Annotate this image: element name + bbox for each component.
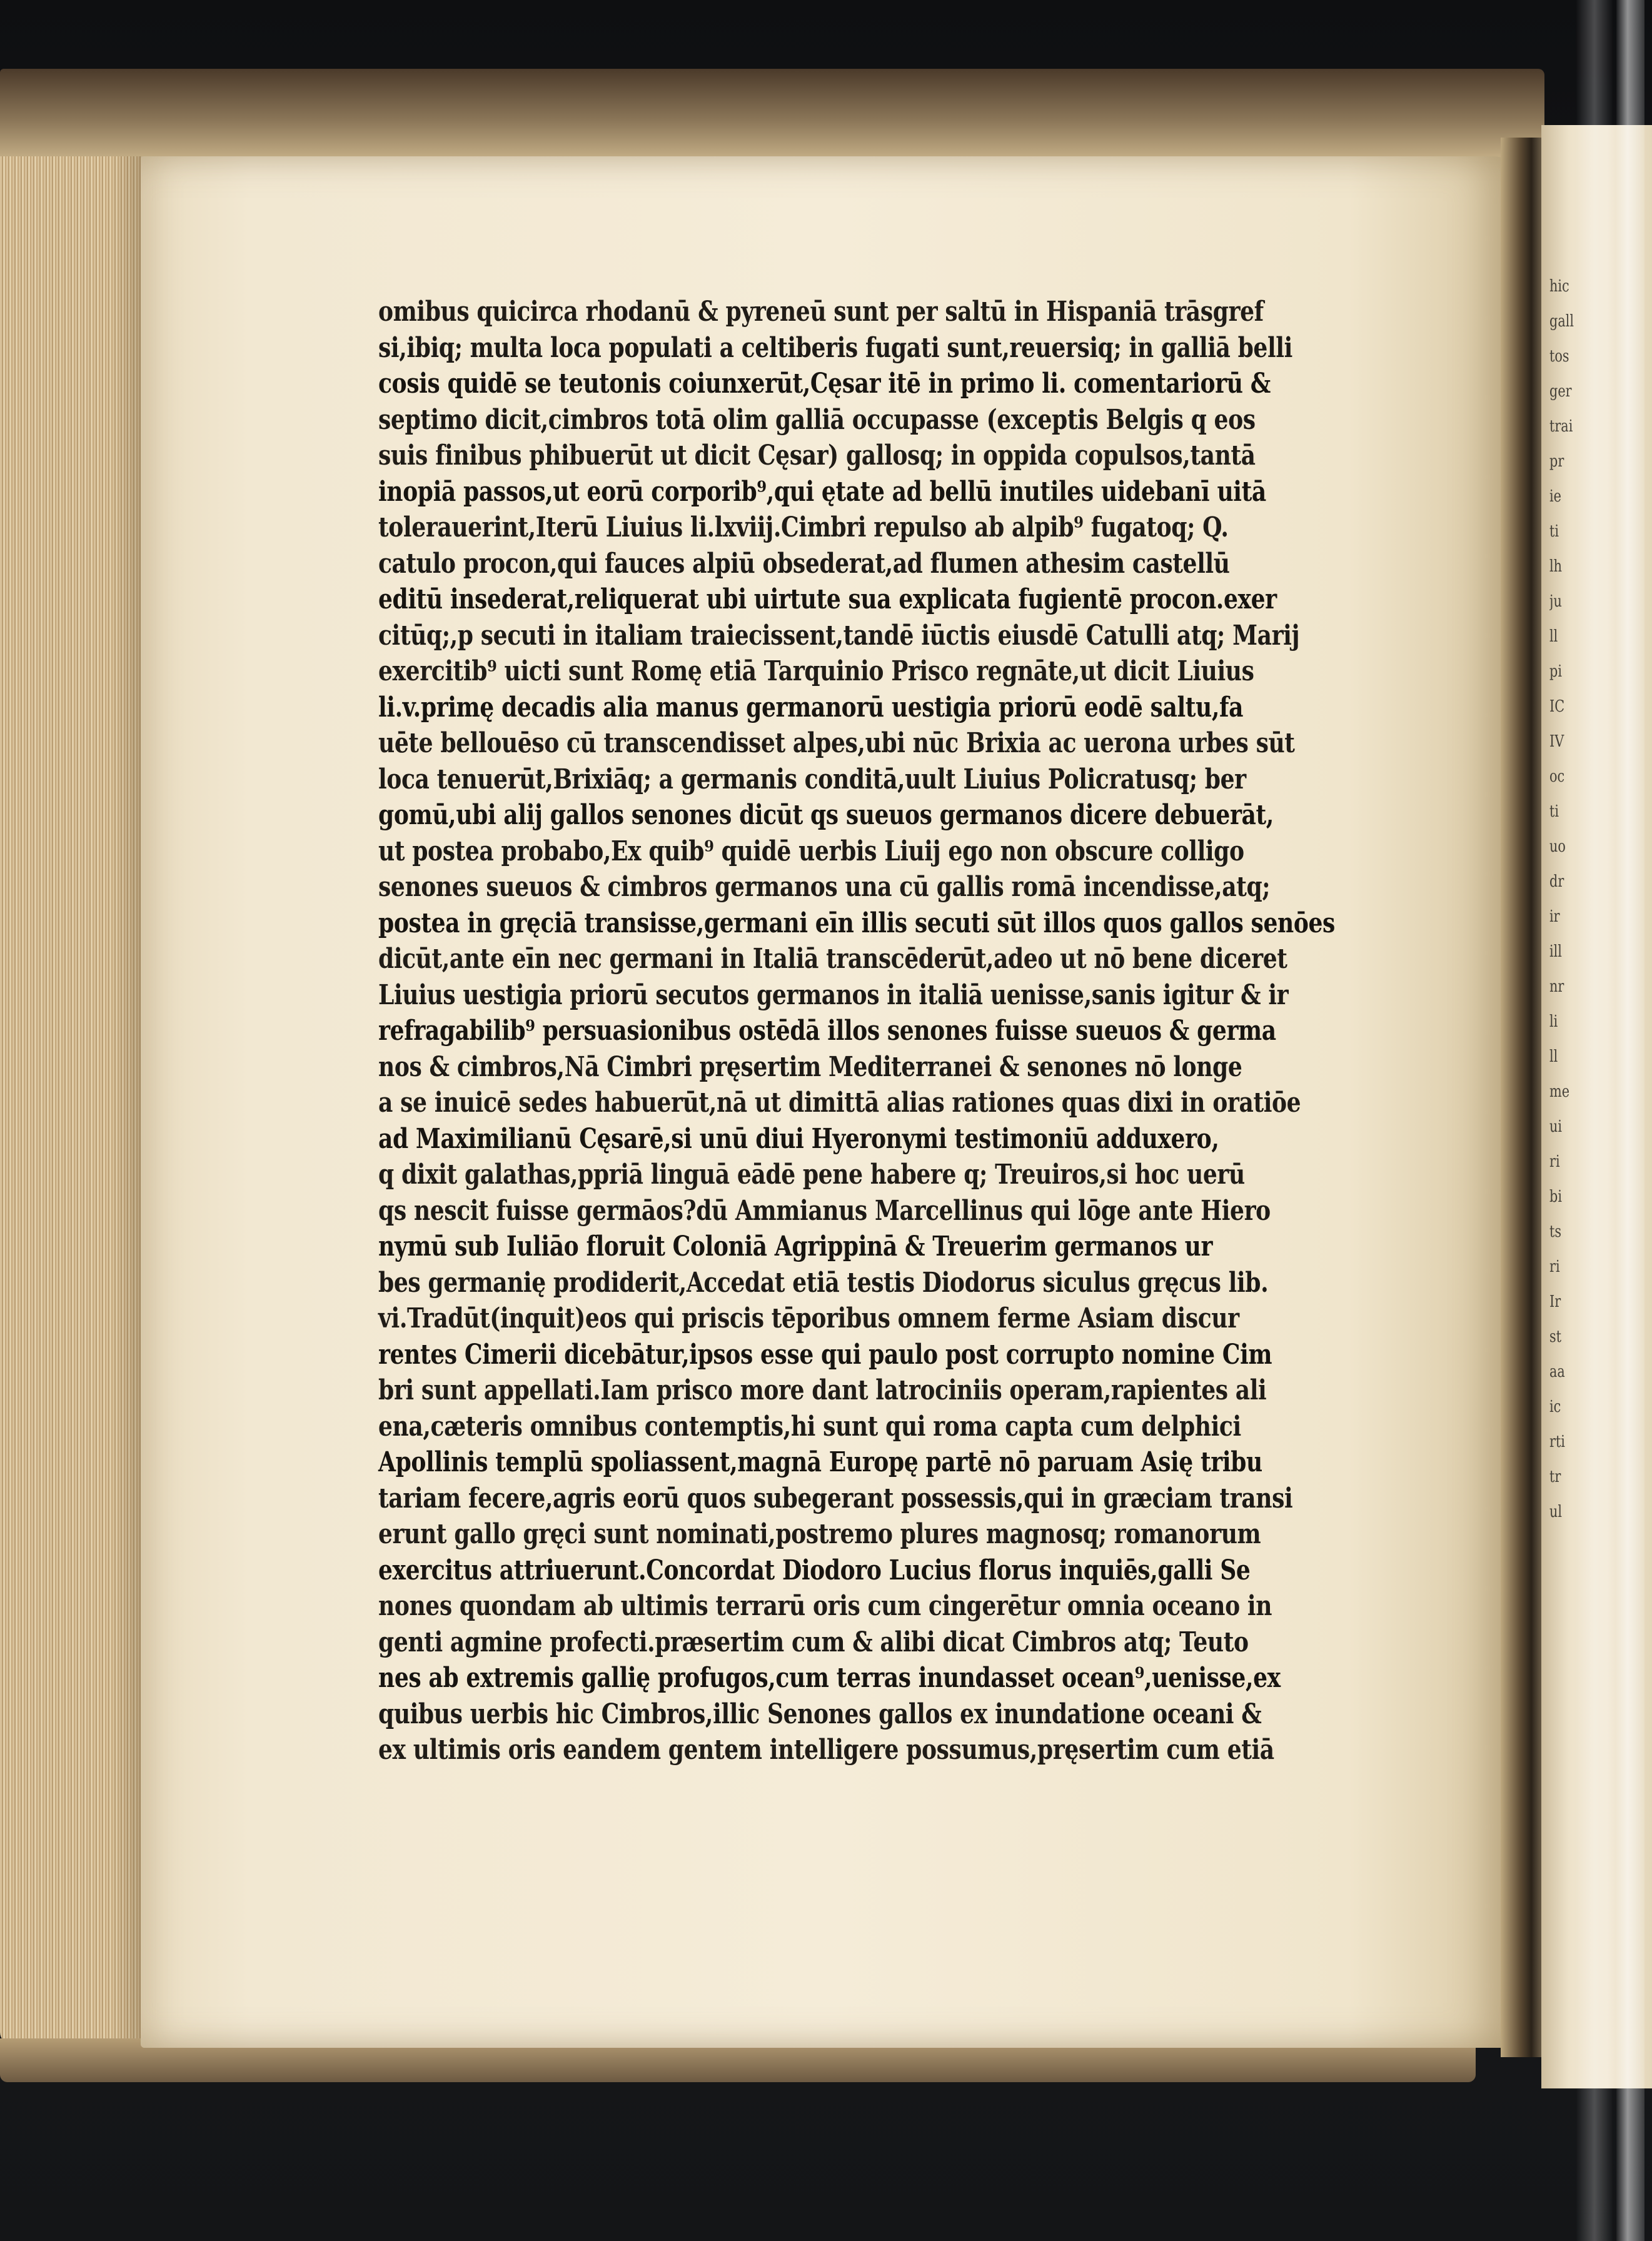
text-line: q dixit galathas,ppriā linguā eādē pene habere q; Treuiros,si hoc uerū	[378, 1159, 1245, 1191]
facing-text-fragment: ic	[1549, 1397, 1561, 1416]
text-line: catulo procon,qui fauces alpiū obsederat,ad flumen athesim castellū	[378, 547, 1230, 580]
facing-text-fragment: rti	[1549, 1433, 1565, 1451]
text-line: senones sueuos & cimbros germanos una cū gallis romā incendisse,atq;	[378, 871, 1271, 903]
facing-text-fragment: tr	[1549, 1468, 1561, 1486]
text-line: loca tenuerūt,Brixiāq; a germanis conditā,uult Liuius Policratusq; ber	[378, 763, 1246, 795]
text-line: rentes Cimerii dicebātur,ipsos esse qui paulo post corrupto nomine Cim	[378, 1338, 1272, 1371]
facing-text-fragment: ie	[1549, 487, 1561, 506]
text-line: exercitus attriuerunt.Concordat Diodoro Lucius florus inquiēs,galli Se	[378, 1554, 1251, 1586]
facing-text-fragment: gall	[1549, 312, 1574, 331]
facing-text-fragment: tos	[1549, 347, 1569, 366]
text-line: bes germanię prodiderit,Accedat etiā testis Diodorus siculus gręcus lib.	[378, 1266, 1269, 1299]
facing-text-fragment: Ir	[1549, 1292, 1561, 1311]
text-line: refragabilib⁹ persuasionibus ostēdā illos senones fuisse sueuos & germa	[378, 1015, 1276, 1047]
facing-text-fragment: ll	[1549, 627, 1558, 646]
facing-text-fragment: dr	[1549, 872, 1564, 891]
text-line: omibus quicirca rhodanū & pyreneū sunt per saltū in Hispaniā trāsgref	[378, 296, 1264, 328]
text-line: dicūt,ante eīn nec germani in Italiā transcēderūt,adeo ut nō bene diceret	[378, 943, 1287, 975]
facing-text-fragment: ti	[1549, 522, 1559, 541]
text-line: li.v.primę decadis alia manus germanorū uestigia priorū eodē saltu,fa	[378, 691, 1244, 723]
facing-text-fragment: ir	[1549, 907, 1560, 926]
facing-text-fragment: trai	[1549, 417, 1573, 436]
facing-text-fragment: ju	[1549, 592, 1562, 611]
text-line: editū insederat,reliquerat ubi uirtute sua explicata fugientē procon.exer	[378, 583, 1277, 615]
facing-text-fragment: ti	[1549, 802, 1559, 821]
text-line: nones quondam ab ultimis terrarū oris cum cingerētur omnia oceano in	[378, 1590, 1272, 1622]
text-line: ut postea probabo,Ex quib⁹ quidē uerbis Liuij ego non obscure colligo	[378, 835, 1244, 867]
facing-text-fragment: IC	[1549, 697, 1565, 716]
text-line: nes ab extremis gallię profugos,cum terras inundasset ocean⁹,uenisse,ex	[378, 1662, 1281, 1694]
text-line: bri sunt appellati.Iam prisco more dant latrociniis operam,rapientes ali	[378, 1374, 1267, 1406]
book-gutter	[1501, 138, 1544, 2057]
facing-text-fragment: hic	[1549, 277, 1569, 296]
text-line: tolerauerint,Iterū Liuius li.lxviij.Cimbri repulso ab alpib⁹ fugatoq; Q.	[378, 511, 1229, 543]
text-line: uēte bellouēso cū transcendisset alpes,ubi nūc Brixia ac uerona urbes sūt	[378, 727, 1295, 759]
text-line: nymū sub Iuliāo floruit Coloniā Agrippinā & Treuerim germanos ur	[378, 1231, 1213, 1262]
facing-text-fragment: ill	[1549, 942, 1562, 961]
facing-text-fragment: li	[1549, 1012, 1558, 1031]
facing-text-fragment: ri	[1549, 1257, 1560, 1276]
facing-text-fragment: nr	[1549, 977, 1564, 996]
text-line: tariam fecere,agris eorū quos subegerant possessis,qui in græciam transi	[378, 1482, 1293, 1514]
text-line: ena,cæteris omnibus contemptis,hi sunt qui roma capta cum delphici	[378, 1410, 1241, 1443]
text-line: suis finibus phibuerūt ut dicit Cęsar) gallosq; in oppida copulsos,tantā	[378, 440, 1256, 471]
facing-text-fragment: st	[1549, 1327, 1562, 1346]
text-line: quibus uerbis hic Cimbros,illic Senones gallos ex inundatione oceani &	[378, 1698, 1262, 1730]
text-line: exercitib⁹ uicti sunt Romę etiā Tarquinio Prisco regnāte,ut dicit Liuius	[378, 655, 1254, 687]
book-cover-top-edge	[0, 69, 1544, 163]
facing-text-fragment: pi	[1549, 662, 1562, 681]
text-line: qs nescit fuisse germāos?dū Ammianus Marcellinus qui lōge ante Hiero	[378, 1194, 1271, 1227]
text-line: ad Maximilianū Cęsarē,si unū diui Hyeronymi testimoniū adduxero,	[378, 1122, 1219, 1155]
text-line: citūq;,p secuti in italiam traiecissent,tandē iūctis eiusdē Catulli atq; Marij	[378, 619, 1300, 652]
facing-text-fragment: pr	[1549, 452, 1564, 471]
facing-text-fragment: ul	[1549, 1503, 1563, 1521]
facing-text-fragment: ts	[1549, 1222, 1562, 1241]
text-line: ex ultimis oris eandem gentem intelligere possumus,pręsertim cum etiā	[378, 1734, 1274, 1766]
facing-text-fragment: lh	[1549, 557, 1563, 576]
facing-text-fragment: ger	[1549, 382, 1572, 401]
text-line: cosis quidē se teutonis coiunxerūt,Cęsar itē in primo li. comentariorū &	[378, 368, 1271, 400]
facing-text-fragment: me	[1549, 1082, 1570, 1101]
text-line: vi.Tradūt(inquit)eos qui priscis tēporibus omnem ferme Asiam discur	[378, 1302, 1239, 1334]
text-line: genti agmine profecti.præsertim cum & alibi dicat Cimbros atq; Teuto	[378, 1626, 1249, 1658]
text-line: septimo dicit,cimbros totā olim galliā occupasse (exceptis Belgis q eos	[378, 403, 1256, 436]
facing-text-fragment: ri	[1549, 1152, 1560, 1171]
facing-text-fragment: aa	[1549, 1362, 1565, 1381]
facing-text-fragment: bi	[1549, 1187, 1562, 1206]
facing-text-fragment: uo	[1549, 837, 1566, 856]
facing-text-fragment: oc	[1549, 767, 1565, 786]
text-line: inopiā passos,ut eorū corporib⁹,qui ętate ad bellū inutiles uidebanī uitā	[378, 475, 1266, 508]
page-text-block	[378, 294, 1441, 1768]
facing-text-fragment: ll	[1549, 1047, 1558, 1066]
text-line: erunt gallo gręci sunt nominati,postremo plures magnosq; romanorum	[378, 1518, 1261, 1550]
text-line: postea in gręciā transisse,germani eīn illis secuti sūt illos quos gallos senōes	[378, 907, 1335, 939]
text-line: si,ibiq; multa loca populati a celtiberis fugati sunt,reuersiq; in galliā belli	[378, 331, 1292, 364]
facing-text-fragment: IV	[1549, 732, 1564, 751]
text-line: nos & cimbros,Nā Cimbri pręsertim Mediterranei & senones nō longe	[378, 1050, 1242, 1083]
text-line: Apollinis templū spoliassent,magnā Europę partē nō paruam Asię tribu	[378, 1446, 1262, 1478]
text-line: Liuius uestigia priorū secutos germanos in italiā uenisse,sanis igitur & ir	[378, 979, 1289, 1011]
facing-text-fragment: ui	[1549, 1117, 1563, 1136]
page-block-edges	[0, 156, 150, 2045]
text-line: a se inuicē sedes habuerūt,nā ut dimittā alias rationes quas dixi in oratiōe	[378, 1087, 1301, 1119]
page-clip	[1616, 0, 1644, 2241]
clip-reflection	[1576, 0, 1613, 2241]
text-line: gomū,ubi alij gallos senones dicūt qs sueuos germanos dicere debuerāt,	[378, 799, 1274, 831]
